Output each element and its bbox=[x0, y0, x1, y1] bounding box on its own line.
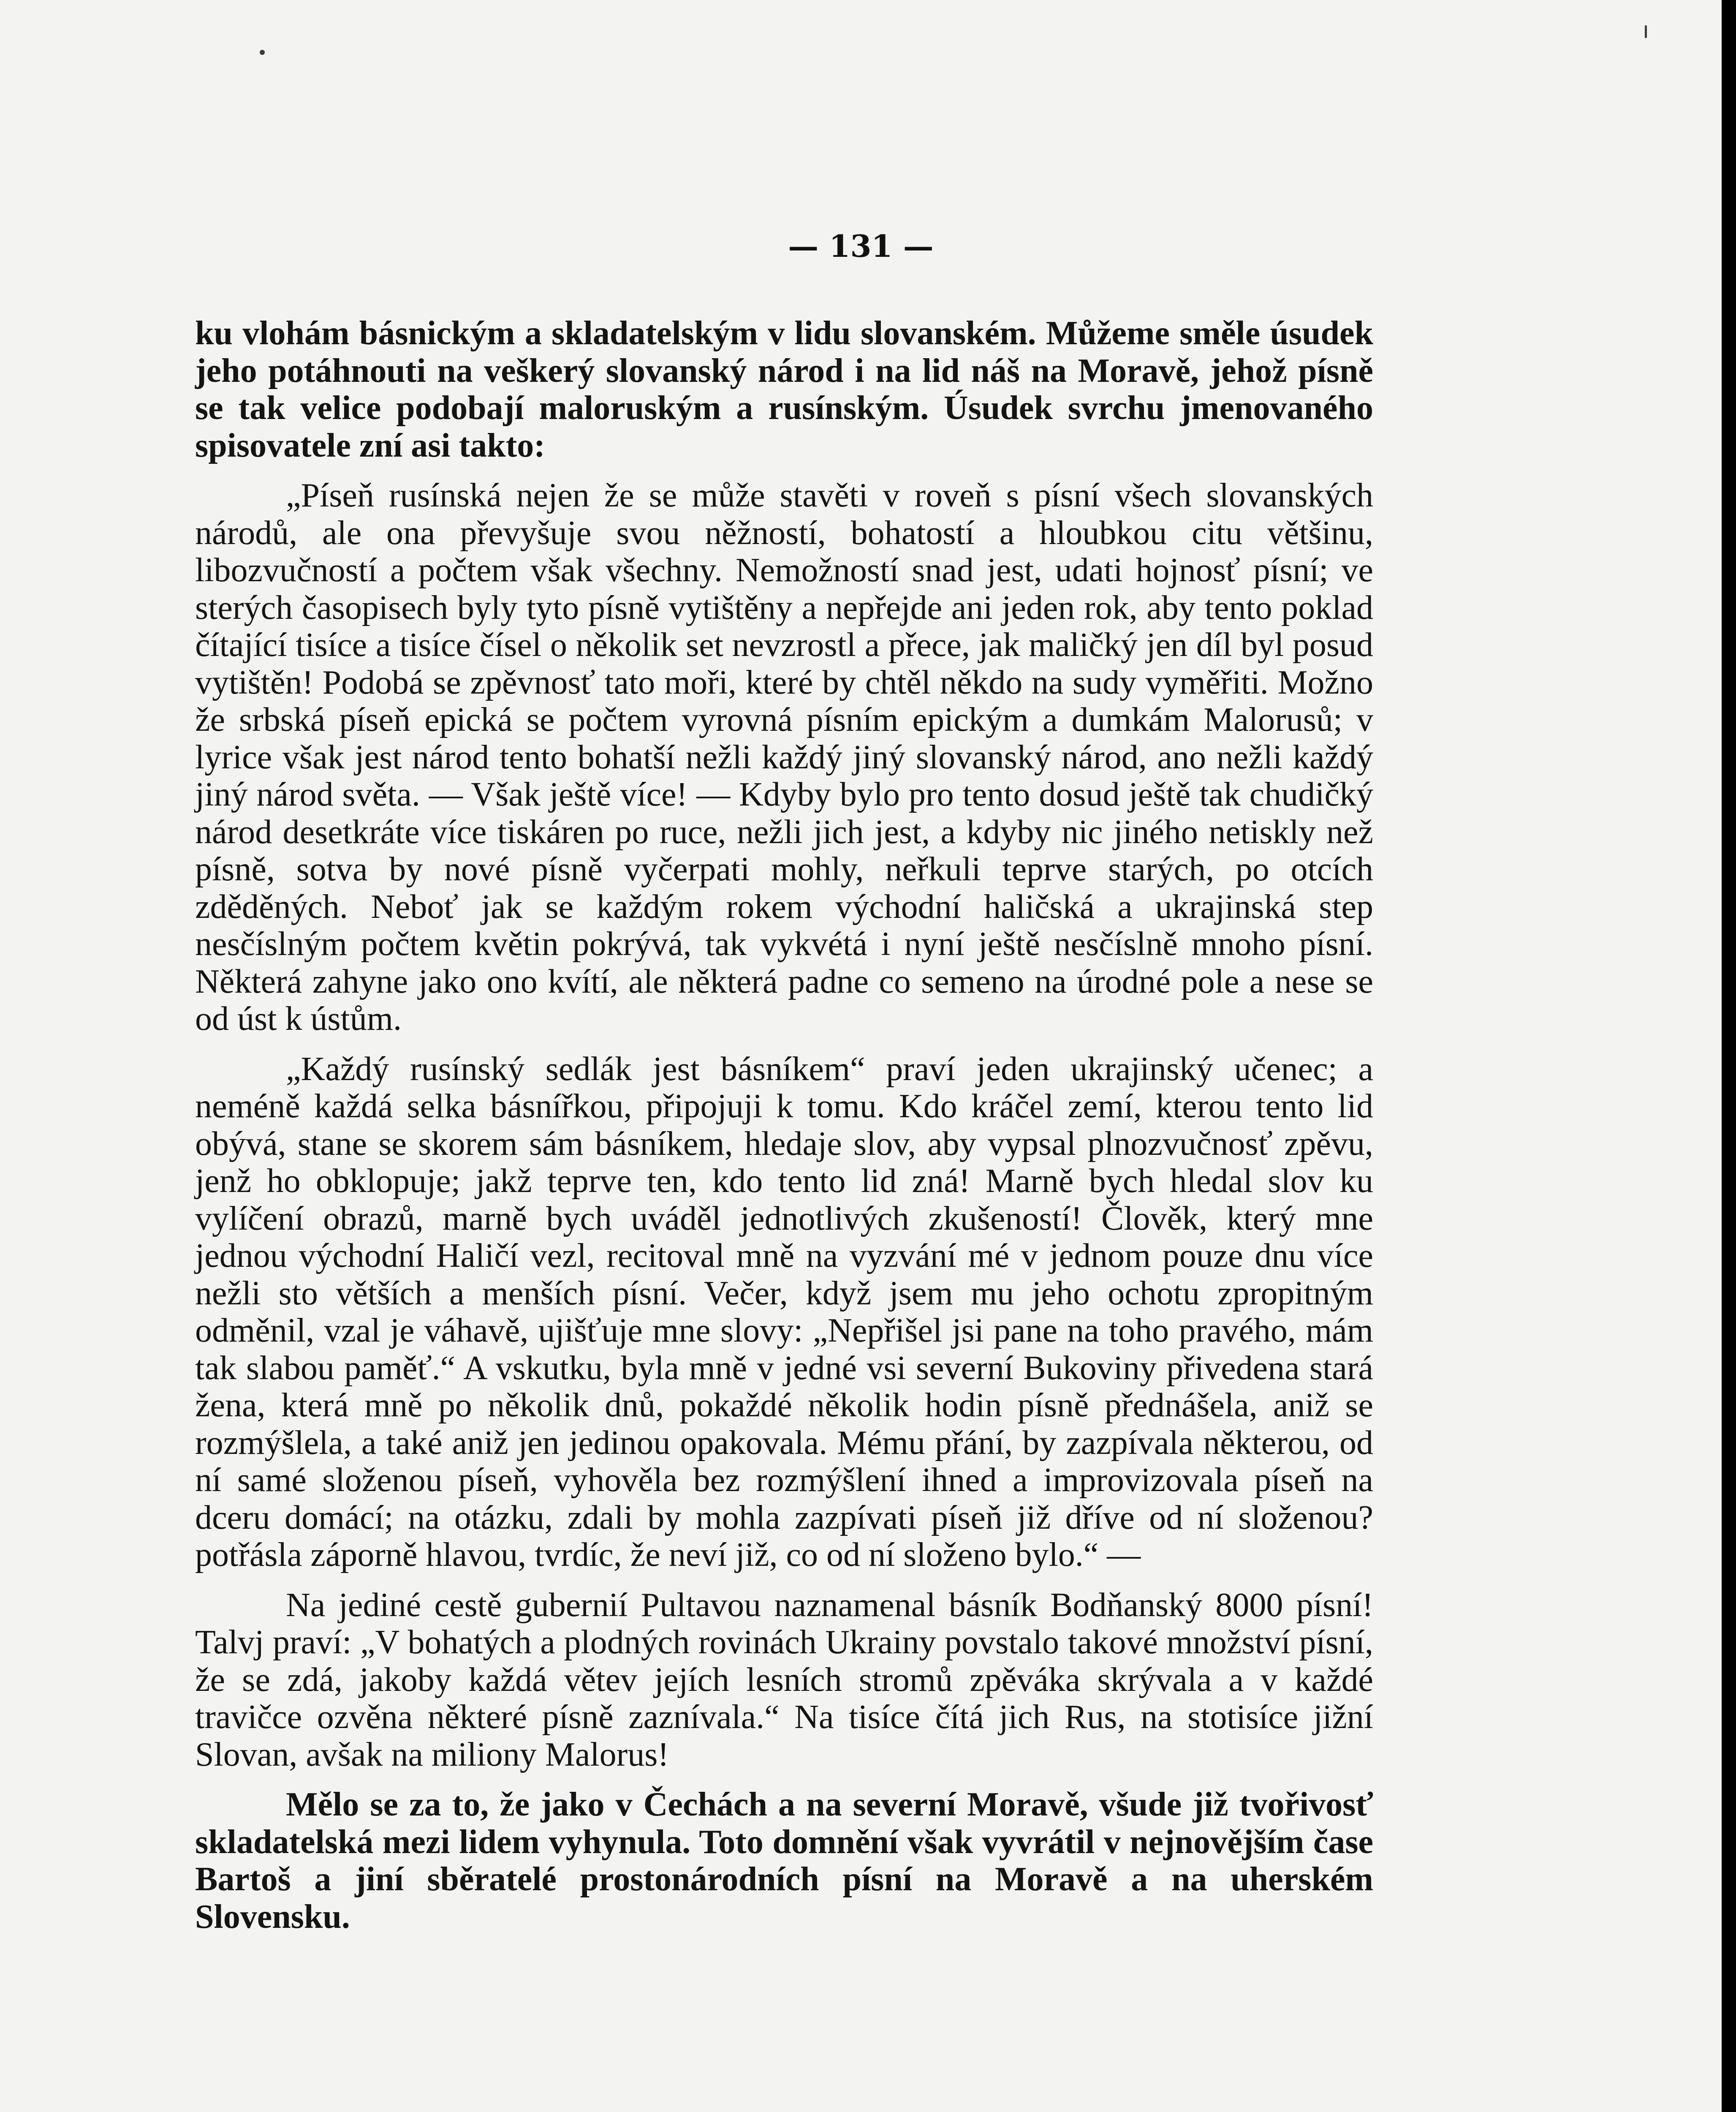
scan-speck-right bbox=[1645, 25, 1647, 38]
scan-speck-top bbox=[260, 50, 265, 55]
text-body bbox=[195, 315, 1373, 1948]
paragraph-4: Na jediné cestě gubernií Pultavou naznamenal básník Bodňanský 8000 písní! Talvj praví: „V bohatých a plodných rovinách Ukrainy povstalo takové množství písní, že se zdá, jakoby každá větev jejích lesních stromů zpěváka skrývala a v každé travičce ozvěna některé písně zaznívala.“ Na tisíce čítá jich Rus, na stotisíce jižní Slovan, avšak na miliony Malorus! bbox=[195, 1586, 1373, 1773]
paragraph-2-quote: „Píseň rusínská nejen že se může stavěti v roveň s písní všech slovanských národů, ale ona převyšuje svou něžností, bohatostí a hloubkou citu většinu, libozvučností a počtem však všechny. Nemožností snad jest, udati hojnosť písní; ve sterých časopisech byly tyto písně vytištěny a nepřejde ani jeden rok, aby tento poklad čítající tisíce a tisíce čísel o několik set nevzrostl a přece, jak maličký jen díl byl posud vytištěn! Podobá se zpěvnosť tato moři, které by chtěl někdo na sudy vyměřiti. Možno že srbská píseň epická se počtem vyrovná písním epickým a dumkám Malorusů; v lyrice však jest národ tento bohatší nežli každý jiný slovanský národ, ano nežli každý jiný národ světa. — Však ještě více! — Kdyby bylo pro tento dosud ještě tak chudičký národ desetkráte více tiskáren po ruce, nežli jich jest, a kdyby nic jiného netiskly než písně, sotva by nové písně vyčerpati mohly, neřkuli teprve starých, po otcích zděděných. Neboť jak se každým rokem východní haličská a ukrajinská step nesčíslným počtem květin pokrývá, tak vykvétá i nyní ještě nesčíslně mnoho písní. Některá zahyne jako ono kvítí, ale některá padne co semeno na úrodné pole a nese se od úst k ústům. bbox=[195, 477, 1373, 1037]
paragraph-5: Mělo se za to, že jako v Čechách a na severní Moravě, všude již tvořivosť skladatelská mezi lidem vyhynula. Toto domnění však vyvrátil v nejnovějším čase Bartoš a jiní sběratelé prostonárodních písní na Moravě a na uherském Slovensku. bbox=[195, 1786, 1373, 1935]
paragraph-3-quote: „Každý rusínský sedlák jest básníkem“ praví jeden ukrajinský učenec; a neméně každá selka básnířkou, připojuji k tomu. Kdo kráčel zemí, kterou tento lid obývá, stane se skorem sám básníkem, hledaje slov, aby vypsal plnozvučnosť zpěvu, jenž ho obklopuje; jakž teprve ten, kdo tento lid zná! Marně bych hledal slov ku vylíčení obrazů, marně bych uváděl jednotlivých zkušeností! Člověk, který mne jednou východní Haličí vezl, recitoval mně na vyzvání mé v jednom pouze dnu více nežli sto větších a menších písní. Večer, když jsem mu jeho ochotu zpropitným odměnil, vzal je váhavě, ujišťuje mne slovy: „Nepřišel jsi pane na toho pravého, mám tak slabou paměť.“ A vskutku, byla mně v jedné vsi severní Bukoviny přivedena stará žena, která mně po několik dnů, pokaždé několik hodin písně přednášela, aniž se rozmýšlela, a také aniž jen jedinou opakovala. Mému přání, by zazpívala některou, od ní samé složenou píseň, vyhověla bez rozmýšlení ihned a improvizovala píseň na dceru domácí; na otázku, zdali by mohla zazpívati píseň již dříve od ní složenou? potřásla záporně hlavou, tvrdíc, že neví již, co od ní složeno bylo.“ — bbox=[195, 1050, 1373, 1573]
scan-border-right bbox=[1722, 0, 1736, 2112]
paragraph-1: ku vlohám básnickým a skladatelským v lidu slovanském. Můžeme směle úsudek jeho potáhnouti na veškerý slovanský národ i na lid náš na Moravě, jehož písně se tak velice podobají maloruským a rusínským. Úsudek svrchu jmenovaného spisovatele zní asi takto: bbox=[195, 315, 1373, 464]
page-number: — 131 — bbox=[788, 228, 934, 264]
